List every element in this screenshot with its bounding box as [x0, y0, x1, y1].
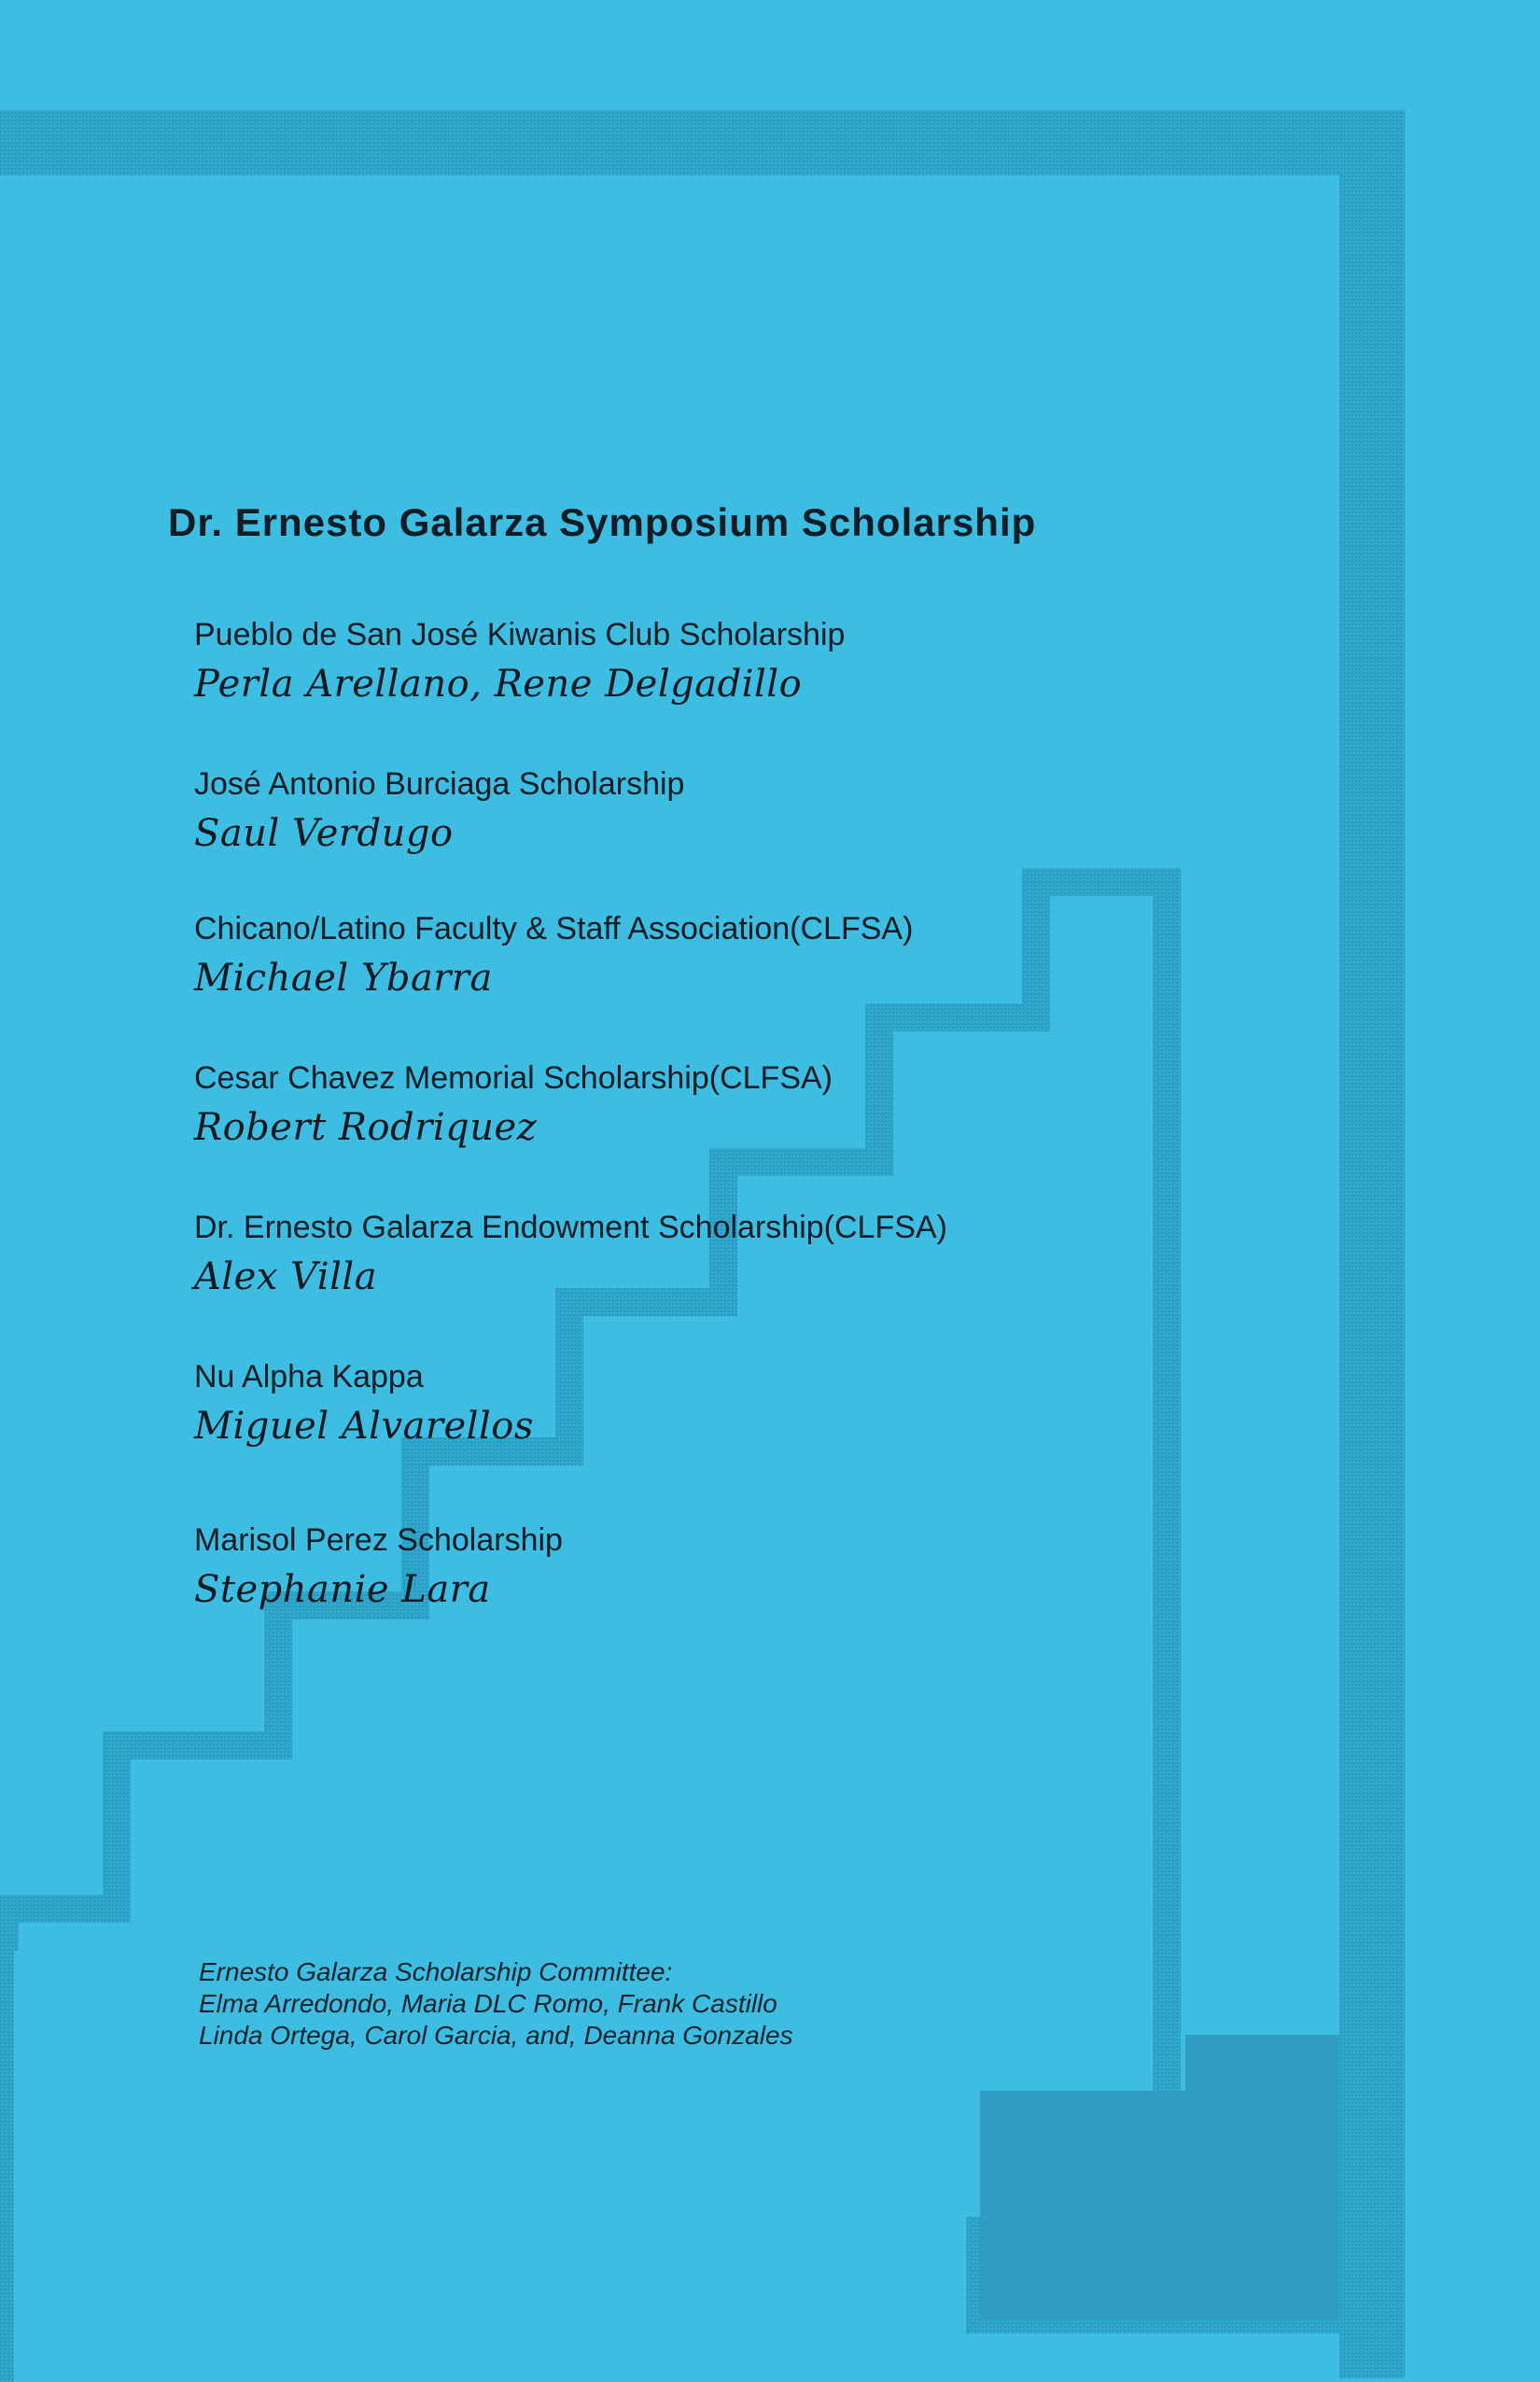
scholarship-entry — [194, 1059, 833, 1151]
scholarship-entry — [194, 1521, 563, 1613]
page-title: Dr. Ernesto Galarza Symposium Scholarship — [168, 500, 1037, 544]
recipient-names: Perla Arellano, Rene Delgadillo — [194, 663, 803, 706]
scholarship-entry — [194, 1209, 947, 1300]
scholarship-entry — [194, 910, 913, 1002]
recipient-names: Robert Rodriquez — [194, 1106, 538, 1149]
scholarship-name: Cesar Chavez Memorial Scholarship(CLFSA) — [194, 1060, 833, 1096]
committee-members-line-2: Linda Ortega, Carol Garcia, and, Deanna Gonzales — [199, 2021, 793, 2050]
border-top-band — [0, 110, 1405, 175]
scholarship-entry — [194, 616, 845, 708]
recipient-names: Miguel Alvarellos — [194, 1405, 534, 1448]
scholarship-name: José Antonio Burciaga Scholarship — [194, 766, 685, 802]
scholarship-entry — [194, 1358, 534, 1450]
recipient-names: Alex Villa — [194, 1255, 378, 1298]
corner-block-2 — [980, 2091, 1185, 2319]
scholarship-name: Dr. Ernesto Galarza Endowment Scholarship(CLFSA) — [194, 1210, 947, 1245]
committee-heading: Ernesto Galarza Scholarship Committee: — [199, 1957, 673, 1986]
committee-credits — [199, 1956, 793, 2052]
recipient-names: Michael Ybarra — [194, 957, 493, 1000]
scholarship-entry — [194, 765, 684, 857]
left-band — [0, 1895, 19, 1951]
recipient-names: Saul Verdugo — [194, 812, 454, 855]
corner-block-1 — [1185, 2035, 1339, 2319]
scholarship-name: Nu Alpha Kappa — [194, 1359, 424, 1394]
committee-members-line-1: Elma Arredondo, Maria DLC Romo, Frank Castillo — [199, 1989, 777, 2018]
scholarship-name: Chicano/Latino Faculty & Staff Association(CLFSA) — [194, 911, 914, 946]
border-right-band — [1339, 110, 1405, 2378]
recipient-names: Stephanie Lara — [194, 1568, 491, 1611]
scholarship-name: Pueblo de San José Kiwanis Club Scholarship — [194, 617, 846, 652]
scholarship-name: Marisol Perez Scholarship — [194, 1522, 563, 1558]
